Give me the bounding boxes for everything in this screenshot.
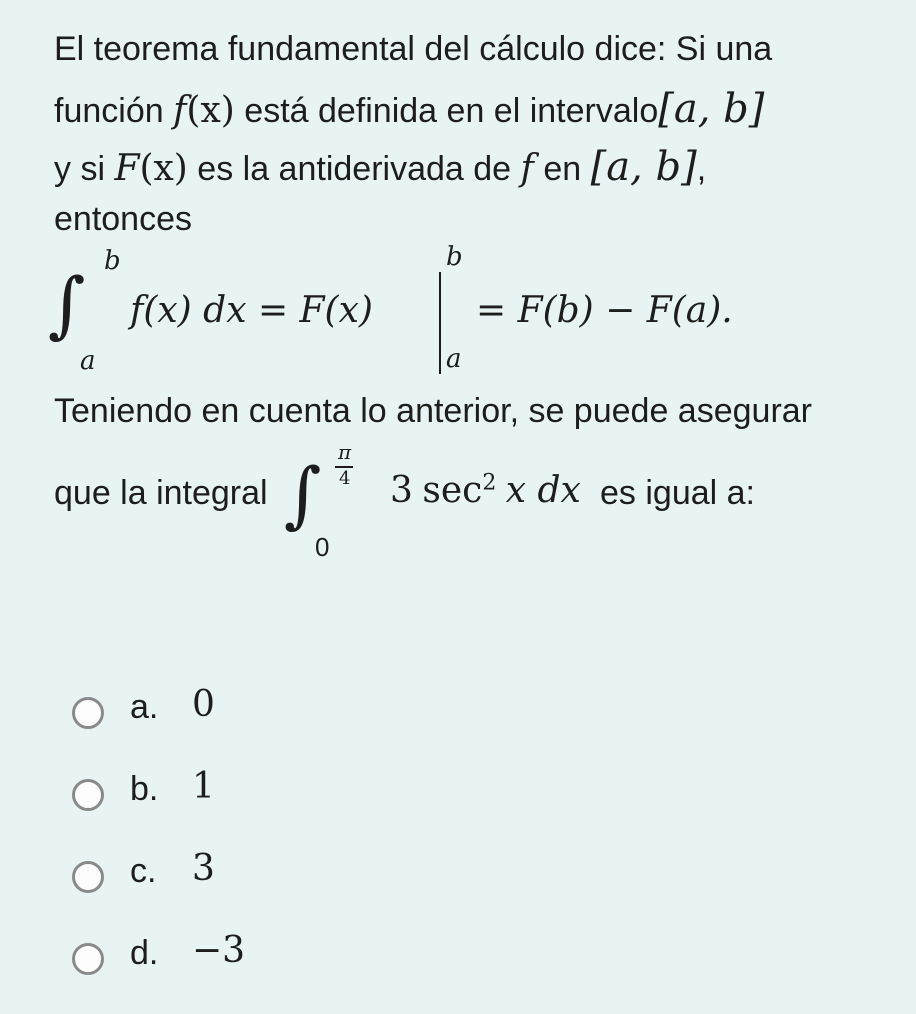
text-en: en — [543, 150, 582, 188]
ftc-bar-lower: a — [446, 344, 462, 374]
math-f-2: f — [520, 148, 534, 189]
text-antiderivada: es la antiderivada de — [197, 150, 512, 188]
question-line-3 — [54, 144, 706, 190]
upper-limit-pi: π — [338, 440, 352, 464]
power-2: 2 — [482, 470, 497, 496]
option-letter: b. — [130, 770, 159, 808]
lower-limit-0: 0 — [315, 532, 330, 562]
option-a[interactable] — [72, 684, 372, 738]
integral-sign-2: ∫ — [284, 452, 322, 536]
math-F: F — [114, 148, 140, 189]
text-que-la-integral: que la integral — [54, 474, 268, 512]
radio-circle-icon[interactable] — [72, 861, 104, 893]
evaluation-bar — [439, 272, 441, 374]
ftc-integrand: f(x) dx = F(x) — [130, 290, 373, 331]
option-letter: a. — [130, 688, 159, 726]
option-value: 0 — [192, 684, 215, 725]
math-Fx-arg: (x) — [139, 148, 188, 189]
integral-sign: ∫ — [48, 262, 86, 346]
ftc-lower-limit: a — [80, 346, 96, 376]
question-line-5: Teniendo en cuenta lo anterior, se puede asegurar — [54, 392, 812, 430]
radio-circle-icon[interactable] — [72, 779, 104, 811]
text-es-igual-a: es igual a: — [600, 474, 755, 512]
question-line-1: El teorema fundamental del cálculo dice: Si una — [54, 30, 773, 68]
question-line-4: entonces — [54, 200, 192, 238]
option-b[interactable] — [72, 766, 372, 820]
question-line-2 — [54, 86, 764, 132]
integrand — [390, 470, 581, 511]
option-value: 3 — [192, 848, 215, 889]
text-y-si: y si — [54, 150, 105, 188]
coef-3: 3 — [390, 470, 413, 511]
radio-circle-icon[interactable] — [72, 943, 104, 975]
math-interval-ab-2: [a, b] — [590, 144, 697, 190]
math-interval-ab: [a, b] — [658, 86, 765, 132]
ftc-bar-upper: b — [446, 242, 463, 272]
option-c[interactable] — [72, 848, 372, 902]
option-letter: d. — [130, 934, 159, 972]
text-funcion: función — [54, 92, 164, 130]
option-d[interactable] — [72, 930, 372, 984]
ftc-formula — [48, 242, 854, 384]
radio-circle-icon[interactable] — [72, 697, 104, 729]
text-definida: está definida en el intervalo — [244, 92, 659, 130]
question-line-6 — [54, 440, 874, 580]
upper-limit-4: 4 — [339, 468, 351, 489]
integrand-rest: x dx — [505, 470, 581, 511]
option-letter: c. — [130, 852, 157, 890]
option-value: −3 — [192, 930, 246, 971]
ftc-upper-limit: b — [104, 246, 121, 276]
math-fx-arg: (x) — [186, 90, 235, 131]
ftc-result: = F(b) − F(a). — [476, 290, 733, 331]
math-f: f — [173, 90, 187, 131]
option-value: 1 — [192, 766, 215, 807]
func-sec: sec — [422, 470, 483, 511]
text-comma: , — [696, 150, 707, 188]
